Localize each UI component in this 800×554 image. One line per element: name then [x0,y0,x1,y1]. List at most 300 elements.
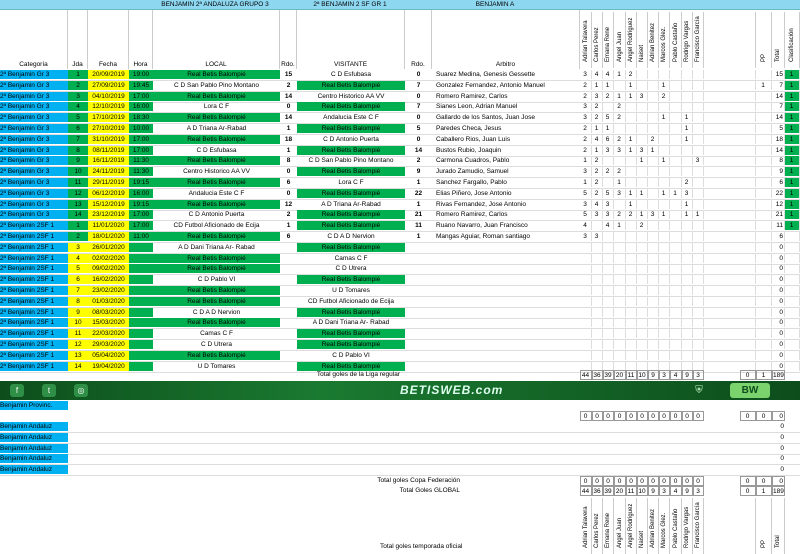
total-value: 0 [740,476,756,486]
player-goals [756,243,772,252]
player-goals: 1 [626,146,637,155]
player-header [772,498,785,554]
player-goals [648,254,659,263]
player-header-label: Marcos Glez. [661,512,667,548]
match-rdo-local: 2 [286,211,291,219]
player-goals [740,146,756,155]
match-rdo-local: 8 [286,157,291,165]
player-goals [693,124,704,133]
player-header [580,498,592,554]
player-goals: 1 [785,81,800,90]
player-goals [756,146,772,155]
match-rdo-visit [405,362,432,371]
player-goals [659,351,670,360]
player-goals: 1 [592,124,603,133]
match-rdo-visit: 2 [416,157,421,165]
match-local: Real Betis Balompié [153,156,280,165]
betisweb-banner [0,381,800,400]
player-header [603,12,614,68]
match-rdo-visit: 0 [416,135,421,143]
player-goals [659,275,670,284]
player-goals [785,264,800,273]
player-goals [670,124,682,133]
andaluz-total: 0 [780,466,784,474]
player-goals [626,156,637,165]
global-total-label: Total Goles GLOBAL [399,487,460,494]
match-rdo-local: 14 [284,114,293,122]
match-visitante: Real Betis Balompié [297,210,405,219]
player-goals: 1 [693,210,704,219]
player-goals: 1 [785,102,800,111]
player-goals [670,221,682,230]
match-fecha: 20/09/2019 [88,70,129,79]
player-goals [659,102,670,111]
player-goals: 5 [603,189,614,198]
match-jda: 11 [68,178,88,187]
match-local: Lora C F [203,103,230,111]
match-visitante: Real Betis Balompié [297,189,405,198]
player-goals [740,221,756,230]
total-value: 11 [626,486,637,496]
match-rdo-visit: 0 [416,114,421,122]
player-goals: 3 [614,146,626,155]
match-visitante: C D A D Nervion [327,233,375,240]
player-goals [614,286,626,295]
match-categoria: 2ª Benjamin Gr 3 [0,113,68,122]
player-header-label: Adrian Talavera [582,20,589,62]
player-goals: 1 [626,81,637,90]
match-fecha: 12/10/2019 [88,102,129,111]
player-goals [648,167,659,176]
player-goals [648,351,659,360]
player-goals [740,210,756,219]
player-goals [693,113,704,122]
copa-total-label: Total goles Copa Federación [377,477,460,484]
player-goals [603,329,614,338]
player-goals [659,297,670,306]
match-local: Andalucia Este C F [188,189,245,197]
player-goals: 3 [580,113,592,122]
player-goals [614,340,626,349]
player-goals [740,329,756,338]
player-goals: 1 [626,189,637,198]
match-categoria: 2ª Benjamin 2SF 1 [0,340,68,349]
player-goals [740,81,756,90]
player-goals [592,329,603,338]
player-goals [626,102,637,111]
player-goals [648,102,659,111]
match-categoria: 2ª Benjamin 2SF 1 [0,221,68,230]
player-goals: 18 [772,135,785,144]
player-header [682,12,693,68]
player-goals [592,264,603,273]
match-fecha: 06/12/2019 [88,189,129,198]
player-header [693,498,704,554]
player-header [756,498,772,554]
match-visitante: Lora C F [338,179,364,186]
match-fecha: 24/11/2019 [88,167,129,176]
player-header-label: Emana Rene [605,26,611,62]
match-fecha: 08/03/2020 [88,308,129,317]
match-rdo-local: 12 [284,200,293,208]
player-goals [682,329,693,338]
player-goals [756,210,772,219]
player-goals [785,286,800,295]
match-arbitro: Suarez Medina, Genesis Gessette [436,71,535,78]
match-local: Real Betis Balompié [153,113,280,122]
player-goals: 1 [785,92,800,101]
player-goals [740,113,756,122]
match-categoria: 2ª Benjamin Gr 3 [0,189,68,198]
player-goals [614,124,626,133]
player-goals [603,102,614,111]
player-header-label: Marcos Glez. [661,26,667,62]
player-header-label: Emana Rene [605,512,611,548]
match-local: Real Betis Balompié [153,297,280,306]
match-fecha: 17/10/2019 [88,113,129,122]
header-local: LOCAL [205,61,227,68]
match-jda: 14 [68,210,88,219]
player-goals [592,351,603,360]
player-goals [740,156,756,165]
player-goals: 7 [772,102,785,111]
total-value: 0 [580,411,592,421]
player-goals [637,351,648,360]
player-goals: 2 [592,102,603,111]
player-goals: 1 [756,81,772,90]
match-jda: 12 [68,340,88,349]
player-goals [659,135,670,144]
match-hora [129,351,153,360]
player-goals: 2 [580,92,592,101]
match-rdo-local: 1 [286,146,291,154]
match-local: C D Pablo VI [197,276,236,284]
player-goals [626,286,637,295]
match-fecha: 22/03/2020 [88,329,129,338]
match-rdo-local: 2 [286,81,291,89]
match-arbitro: Gallardo de los Santos, Juan Jose [436,114,536,122]
player-goals [740,124,756,133]
match-rdo-visit [405,308,432,317]
match-hora [129,329,153,338]
total-value: 0 [659,411,670,421]
player-goals [648,286,659,295]
match-fecha: 31/10/2019 [88,135,129,144]
match-visitante: Real Betis Balompié [297,146,405,155]
header-fecha: Fecha [98,61,118,68]
player-goals: 1 [659,210,670,219]
player-header-label: Rodrigo Vargas [684,20,690,62]
player-goals: 22 [772,189,785,198]
player-goals [592,308,603,317]
match-jda: 5 [68,113,88,122]
match-arbitro: Sianes Leon, Adrian Manuel [436,103,518,111]
match-hora [129,264,153,273]
player-goals [648,340,659,349]
player-goals [648,221,659,230]
player-goals [648,189,659,198]
andaluz-total: 0 [780,455,784,463]
player-goals: 3 [614,189,626,198]
match-hora: 18:30 [129,113,153,122]
player-goals [580,275,592,284]
player-goals [756,318,772,327]
match-visitante: C D San Pablo Pino Montano [308,157,394,165]
player-goals [637,329,648,338]
match-rdo-local [280,329,297,338]
match-rdo-local [280,243,297,252]
player-header [740,12,756,68]
total-value: 0 [772,476,785,486]
player-header [614,12,626,68]
player-goals [693,254,704,263]
player-goals [785,308,800,317]
player-goals [693,135,704,144]
player-goals [626,113,637,122]
player-goals [682,340,693,349]
player-goals: 4 [592,200,603,209]
match-arbitro [436,329,580,338]
total-value: 0 [580,476,592,486]
player-goals: 8 [772,156,785,165]
match-jda: 4 [68,254,88,263]
player-header [670,12,682,68]
player-goals [682,351,693,360]
player-goals [659,243,670,252]
player-goals [785,254,800,263]
match-categoria: 2ª Benjamin Gr 3 [0,200,68,209]
match-rdo-local: 6 [286,233,291,240]
player-goals [637,264,648,273]
match-arbitro [436,243,580,252]
player-goals [648,178,659,187]
match-rdo-local [280,254,297,263]
total-value: 1 [756,486,772,496]
player-goals [626,178,637,187]
player-goals: 7 [772,81,785,90]
player-goals: 1 [785,146,800,155]
match-categoria: 2ª Benjamin 2SF 1 [0,243,68,252]
match-rdo-visit: 7 [416,81,421,89]
player-header-label: Carlos Perez [594,513,600,548]
player-goals [693,275,704,284]
player-goals [670,200,682,209]
player-goals: 2 [580,146,592,155]
player-goals [648,308,659,317]
player-goals [626,221,637,230]
player-goals [648,200,659,209]
player-goals [637,113,648,122]
match-rdo-visit [405,286,432,295]
player-goals: 0 [772,351,785,360]
match-local: Real Betis Balompié [153,200,280,209]
match-rdo-local [280,340,297,349]
total-value: 0 [772,411,785,421]
player-goals [614,254,626,263]
match-rdo-local: 14 [284,92,293,100]
match-categoria: 2ª Benjamin 2SF 1 [0,297,68,306]
match-local: Real Betis Balompié [153,232,280,241]
match-jda: 1 [68,221,88,230]
facebook-icon[interactable]: f [10,384,24,397]
player-header-label: Adrian Talavera [582,506,589,548]
player-goals: 9 [772,167,785,176]
match-hora: 16:00 [129,189,153,198]
player-goals [637,286,648,295]
match-visitante: A D Triana Ar-Rabad [321,200,381,208]
player-goals [614,243,626,252]
player-goals: 1 [626,200,637,209]
player-goals [637,102,648,111]
total-value: 0 [648,476,659,486]
player-goals [756,264,772,273]
player-goals [785,297,800,306]
match-rdo-visit [405,297,432,306]
match-visitante: U D Tomares [332,287,370,294]
player-goals [659,221,670,230]
player-header [756,12,772,68]
match-hora: 11:30 [129,156,153,165]
player-goals [682,297,693,306]
player-goals: 1 [785,221,800,230]
player-goals: 3 [592,232,603,241]
match-jda: 9 [68,308,88,317]
match-hora: 17:00 [129,135,153,144]
player-goals [648,243,659,252]
player-goals [626,232,637,241]
match-jda: 8 [68,297,88,306]
player-goals: 3 [580,102,592,111]
player-goals: 1 [682,124,693,133]
match-hora: 19:00 [129,70,153,79]
total-value: 0 [626,476,637,486]
player-goals [580,243,592,252]
player-goals: 3 [580,70,592,79]
match-arbitro [436,254,580,263]
player-goals [670,254,682,263]
match-rdo-visit: 1 [416,179,421,186]
player-goals: 6 [772,232,785,241]
header-jda: Jda [72,61,83,68]
total-value: 44 [580,486,592,496]
match-categoria: 2ª Benjamin 2SF 1 [0,362,68,371]
match-categoria: 2ª Benjamin 2SF 1 [0,329,68,338]
player-goals: 0 [772,318,785,327]
match-jda: 11 [68,329,88,338]
total-value: 0 [756,476,772,486]
instagram-icon[interactable]: ◎ [74,384,88,397]
total-value: 0 [693,476,704,486]
match-arbitro: Ruano Navarro, Juan Francisco [436,222,528,230]
player-goals [580,308,592,317]
total-value: 0 [637,411,648,421]
player-goals: 3 [603,210,614,219]
match-local: Real Betis Balompié [153,318,280,327]
player-goals [580,340,592,349]
player-goals [756,254,772,263]
player-header-label: Francisco García [695,502,701,548]
player-goals [626,308,637,317]
player-goals [682,254,693,263]
player-goals: 2 [614,167,626,176]
match-categoria: 2ª Benjamin Gr 3 [0,210,68,219]
player-goals: 0 [772,308,785,317]
player-goals [648,275,659,284]
match-jda: 6 [68,275,88,284]
player-goals [670,286,682,295]
andaluz-total: 0 [780,444,784,452]
match-arbitro: Mangas Aguiar, Roman santiago [436,233,530,240]
player-goals: 14 [772,146,785,155]
betisweb-logo: BETISWEB.com [400,383,504,397]
player-header [592,12,603,68]
match-local: CD Futbol Aficionado de Ecija [173,222,260,230]
match-hora: 10:00 [129,124,153,133]
player-goals: 1 [682,113,693,122]
player-goals: 1 [785,70,800,79]
player-goals [637,232,648,241]
player-goals [603,297,614,306]
player-goals: 1 [637,210,648,219]
player-goals [614,275,626,284]
total-value: 189 [773,372,784,379]
player-goals: 0 [772,243,785,252]
player-goals [659,178,670,187]
match-fecha: 29/11/2019 [88,178,129,187]
player-goals [659,264,670,273]
match-rdo-local: 15 [284,71,293,78]
match-jda: 3 [68,92,88,101]
player-goals: 6 [772,178,785,187]
total-value: 20 [614,370,626,380]
match-local: Real Betis Balompié [153,178,280,187]
player-goals: 3 [603,200,614,209]
match-fecha: 16/11/2019 [88,156,129,165]
player-goals [670,135,682,144]
player-header-label: Pablo Castaño [672,22,679,62]
player-goals [670,113,682,122]
total-value: 20 [614,486,626,496]
player-goals: 3 [603,146,614,155]
player-goals [614,329,626,338]
player-header [648,12,659,68]
player-goals [785,318,800,327]
player-goals [693,286,704,295]
match-fecha: 05/04/2020 [88,351,129,360]
player-goals [670,318,682,327]
match-rdo-visit [405,275,432,284]
match-fecha: 18/01/2020 [88,232,129,241]
player-goals [756,308,772,317]
player-goals [592,275,603,284]
player-goals [580,329,592,338]
player-goals: 2 [682,178,693,187]
player-goals [592,340,603,349]
player-header-label: Rodrigo Vargas [684,506,690,548]
player-goals [670,232,682,241]
twitter-icon[interactable]: t [42,384,56,397]
match-arbitro [436,286,580,295]
match-rdo-visit [405,243,432,252]
player-header [580,12,592,68]
player-goals [580,351,592,360]
total-value: 9 [648,486,659,496]
match-local: C D San Pablo Pino Montano [174,81,259,89]
player-goals [756,189,772,198]
match-rdo-local: 18 [284,135,293,143]
player-goals [614,264,626,273]
match-fecha: 23/02/2020 [88,286,129,295]
